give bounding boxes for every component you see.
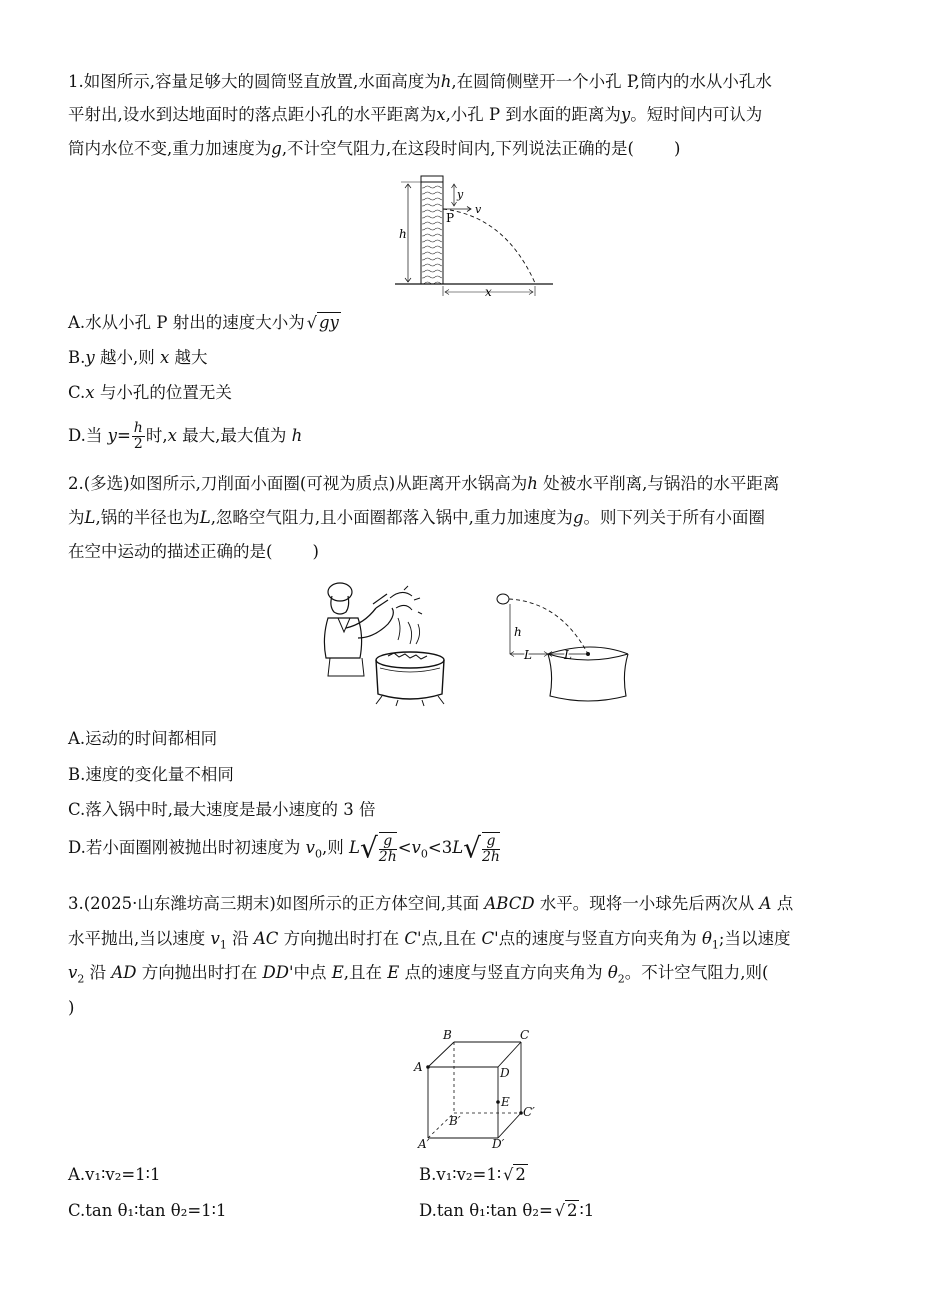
q3-fig-label-b: B (443, 1028, 452, 1042)
q2-line-1: 2.(多选)如图所示,刀削面小面圈(可视为质点)从距离开水锅高为h 处被水平削离,与锅沿的水平距离 (68, 474, 780, 493)
q3-fig-label-ap: A′ (418, 1137, 430, 1151)
q3-fig-label-e: E (501, 1095, 510, 1109)
q2-option-a: A.运动的时间都相同 (68, 729, 218, 748)
q3-option-d: D.tan θ₁∶tan θ₂= √ 2 ∶1 (419, 1201, 595, 1220)
q1-option-a: A.水从小孔 P 射出的速度大小为 √ gy (68, 313, 339, 332)
q1-line-2: 平射出,设水到达地面时的落点距小孔的水平距离为x,小孔 P 到水面的距离为y。短时间内可认为 (68, 105, 763, 124)
q2-fig-l2-label: L (564, 648, 572, 662)
q3-option-a: A.v₁∶v₂=1∶1 (68, 1165, 161, 1184)
q3-fig-label-dp: D′ (492, 1137, 505, 1151)
q2-fig-h-label: h (514, 625, 522, 639)
q2-line-2: 为L,锅的半径也为L,忽略空气阻力,且小面圈都落入锅中,重力加速度为g。则下列关于所有小面圈 (68, 508, 765, 527)
q1-fig-x-label: x (485, 285, 492, 298)
q3-fig-label-bp: B′ (449, 1114, 461, 1128)
q2-line-3: 在空中运动的描述正确的是( ) (68, 542, 319, 561)
q1-fig-v-label: v (475, 203, 482, 216)
q3-line-3: $v_2$ 沿 AD 方向抛出时打在 DD'中点 E,且在 E 点的速度与竖直方向夹角为 $\theta_2$。不计空气阻力,则( (68, 963, 769, 986)
q2-option-b: B.速度的变化量不相同 (68, 765, 234, 784)
q1-line-1: 1.如图所示,容量足够大的圆筒竖直放置,水面高度为h,在圆筒侧壁开一个小孔 P,筒内的水从小孔水 (68, 72, 772, 91)
q3-line-1: 3.(2025·山东潍坊高三期末)如图所示的正方体空间,其面 ABCD 水平。现将一小球先后两次从 A 点 (68, 894, 794, 913)
q2-chef-illustration (318, 578, 468, 708)
q3-option-c: C.tan θ₁∶tan θ₂=1∶1 (68, 1201, 227, 1220)
q2-option-c: C.落入锅中时,最大速度是最小速度的 3 倍 (68, 800, 376, 819)
q3-fig-label-c: C (520, 1028, 530, 1042)
q1-fig-y-label: y (457, 188, 464, 201)
q1-option-d: D.当 y= $\frac{h}{2}$ 时,x 最大,最大值为 h (68, 420, 303, 452)
q2-trajectory-figure (490, 588, 630, 703)
q2-fig-l1-label: L (524, 648, 532, 662)
q1-line-3: 筒内水位不变,重力加速度为g,不计空气阻力,在这段时间内,下列说法正确的是( ) (68, 139, 681, 158)
q3-line-2: 水平抛出,当以速度 $v_1$ 沿 AC 方向抛出时打在 C'点,且在 C'点的速度与竖直方向夹角为 $\theta_1$;当以速度 (68, 929, 791, 952)
q1-option-b: B.y 越小,则 x 越大 (68, 348, 208, 367)
q1-fig-h-label: h (399, 227, 407, 241)
q3-fig-label-d: D (500, 1066, 510, 1080)
q1-fig-p-label: P (446, 211, 455, 225)
q1-cylinder-figure (395, 172, 555, 298)
q3-line-4: ) (68, 998, 75, 1017)
q2-option-d: D.若小面圈刚被抛出时初速度为 $v_0$,则 L√ $\frac{g}{2h}$ $<v_0<3L√$ $\frac{g}{2h}$ (68, 831, 500, 866)
q3-option-b: B.v₁∶v₂=1∶ √ 2 (419, 1165, 526, 1184)
q3-cube-figure (408, 1026, 548, 1152)
q3-fig-label-cp: C′ (523, 1105, 535, 1119)
q1-option-c: C.x 与小孔的位置无关 (68, 383, 232, 402)
q3-fig-label-a: A (414, 1060, 423, 1074)
